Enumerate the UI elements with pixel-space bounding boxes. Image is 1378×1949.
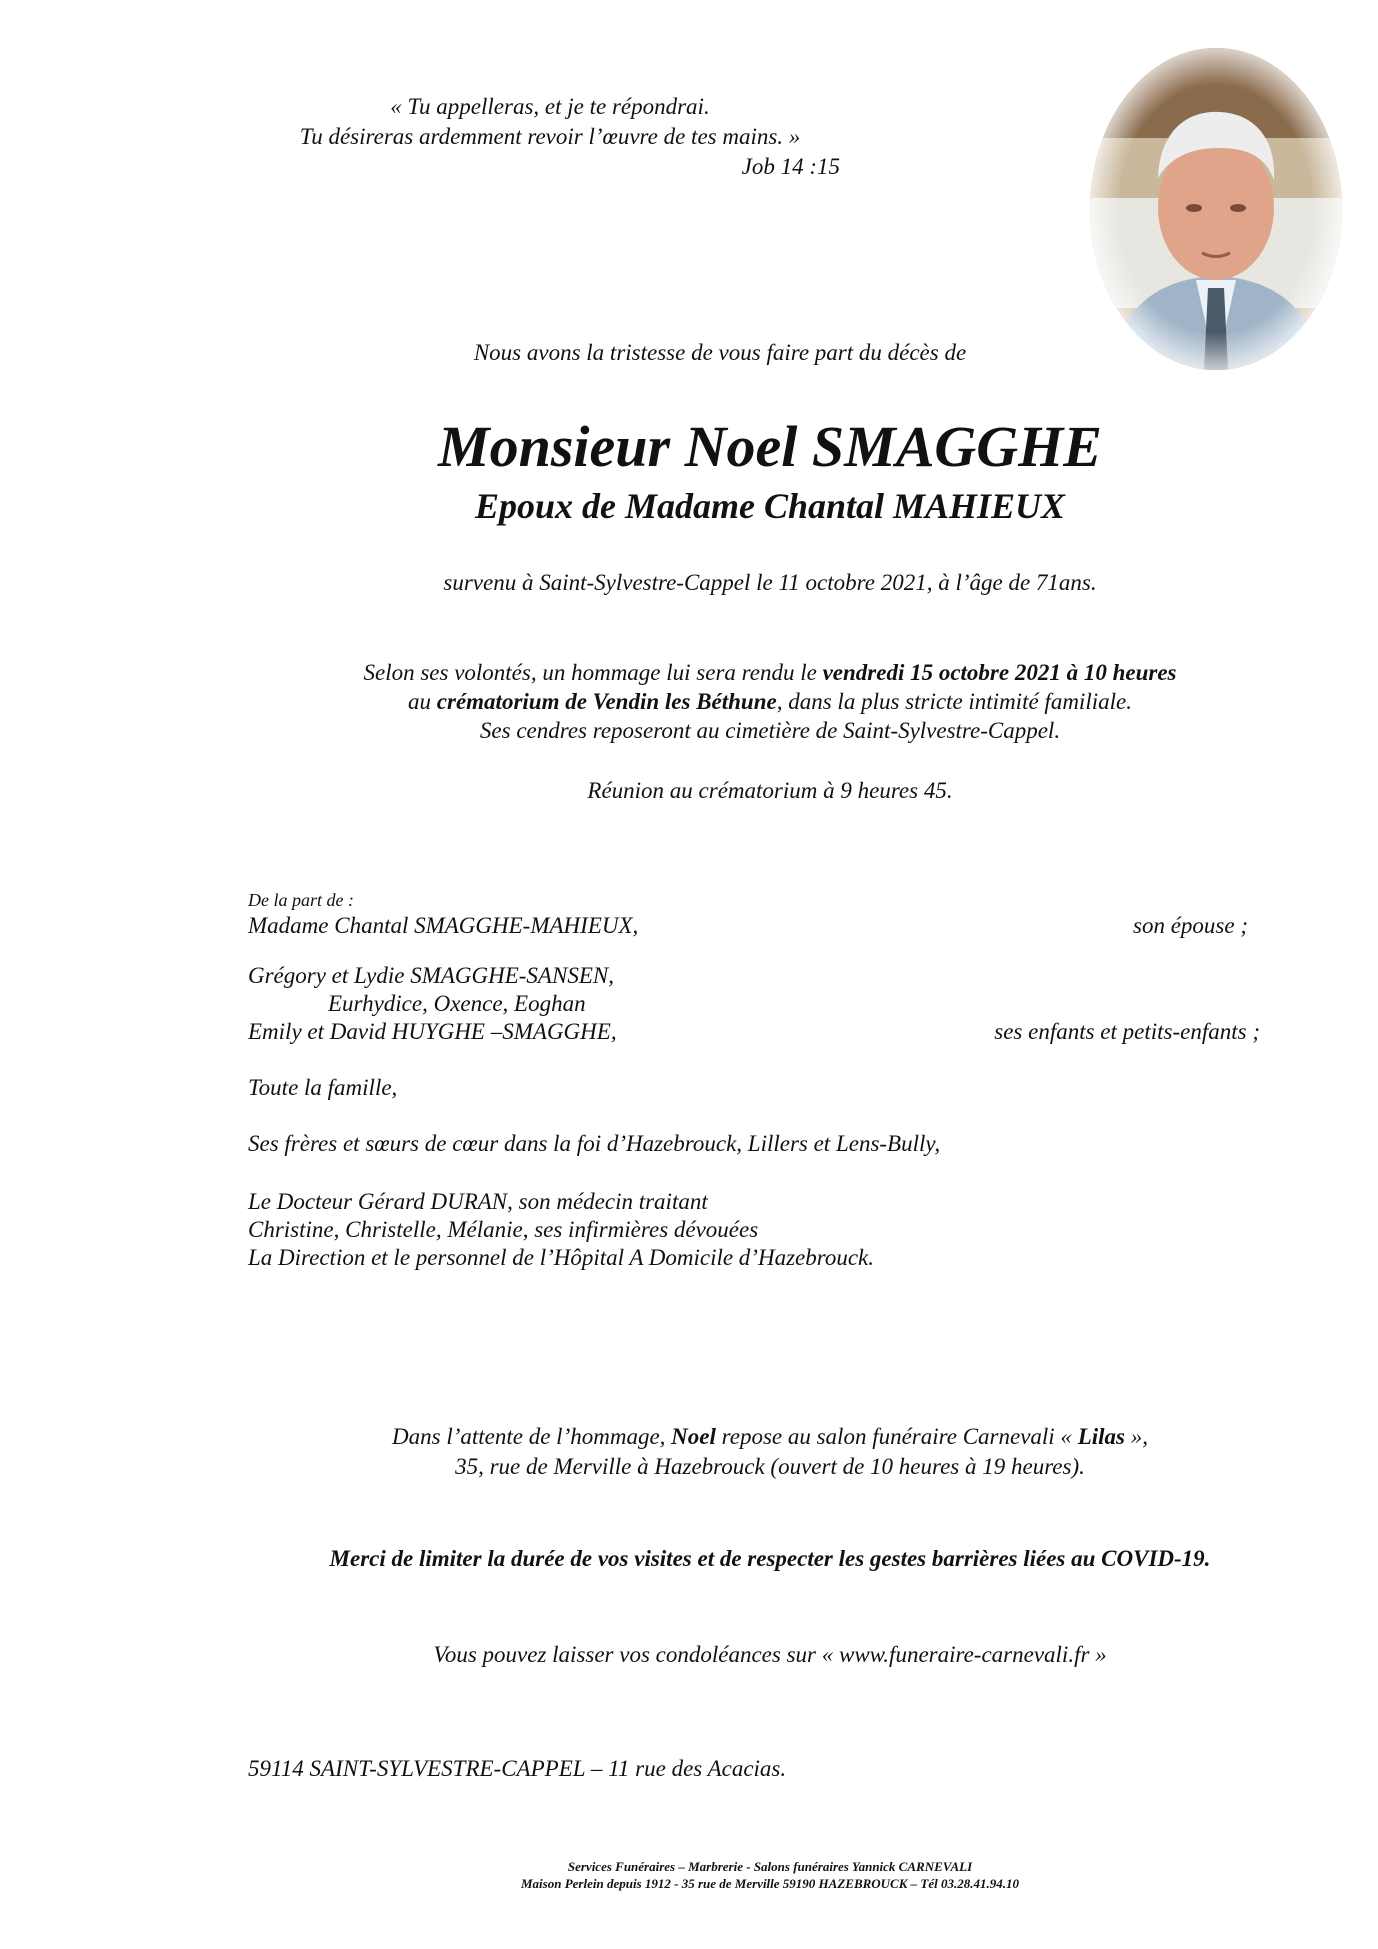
all-family: Toute la famille,: [248, 1075, 398, 1100]
stay-name: Noel: [671, 1424, 716, 1449]
covid-notice: Merci de limiter la durée de vos visites et de respecter les gestes barrières liées au COVID-19.: [329, 1546, 1211, 1571]
stay-line-1: [260, 1422, 1280, 1452]
deceased-spouse: Epoux de Madame Chantal MAHIEUX: [474, 486, 1066, 526]
ceremony-line-3: Ses cendres reposeront au cimetière de Saint-Sylvestre-Cappel.: [479, 718, 1061, 743]
salon-name: Lilas: [1077, 1424, 1125, 1449]
family-children-row: [248, 1018, 1260, 1046]
family-header: De la part de :: [248, 890, 354, 910]
doctor: Le Docteur Gérard DURAN, son médecin traitant: [248, 1189, 708, 1214]
stay-text: »,: [1124, 1424, 1148, 1449]
portrait-image: [1090, 48, 1342, 370]
death-details: survenu à Saint-Sylvestre-Cappel le 11 octobre 2021, à l’âge de 71ans.: [443, 570, 1097, 595]
ceremony-text: au: [408, 689, 437, 714]
children-relation: ses enfants et petits-enfants ;: [994, 1019, 1260, 1044]
quote-line-2: Tu désireras ardemment revoir l’œuvre de tes mains. »: [299, 124, 801, 149]
deceased-name: Monsieur Noel SMAGGHE: [438, 414, 1102, 479]
nurses: Christine, Christelle, Mélanie, ses infirmières dévouées: [248, 1217, 759, 1242]
stay-text: repose au salon funéraire Carnevali «: [715, 1424, 1078, 1449]
ceremony-date: vendredi 15 octobre 2021 à 10 heures: [822, 660, 1177, 685]
spouse-name: Madame Chantal SMAGGHE-MAHIEUX,: [248, 913, 639, 938]
announcement-intro: Nous avons la tristesse de vous faire part du décès de: [473, 340, 967, 365]
quote-reference: Job 14 :15: [741, 154, 840, 179]
ceremony-details: [260, 658, 1280, 745]
ceremony-text: Selon ses volontés, un hommage lui sera rendu le: [363, 660, 823, 685]
footer: [300, 1858, 1240, 1892]
siblings: Ses frères et sœurs de cœur dans la foi d’Hazebrouck, Lillers et Lens-Bully,: [248, 1131, 941, 1156]
reunion-info: Réunion au crématorium à 9 heures 45.: [587, 778, 953, 803]
funeral-home-info: [260, 1422, 1280, 1482]
stay-text: Dans l’attente de l’hommage,: [392, 1424, 672, 1449]
stay-line-2: 35, rue de Merville à Hazebrouck (ouvert de 10 heures à 19 heures).: [455, 1454, 1085, 1479]
condolences-info: Vous pouvez laisser vos condoléances sur « www.funeraire-carnevali.fr »: [433, 1642, 1107, 1667]
child-1: Grégory et Lydie SMAGGHE-SANSEN,: [248, 963, 614, 988]
ceremony-text: , dans la plus stricte intimité familiale.: [776, 689, 1132, 714]
family-address: 59114 SAINT-SYLVESTRE-CAPPEL – 11 rue des Acacias.: [248, 1756, 787, 1781]
footer-line-1: Services Funéraires – Marbrerie - Salons funéraires Yannick CARNEVALI: [567, 1859, 973, 1874]
family-spouse-row: [248, 912, 1248, 940]
child-2: Emily et David HUYGHE –SMAGGHE,: [248, 1019, 617, 1044]
bible-quote: [250, 92, 850, 182]
quote-line-1: « Tu appelleras, et je te répondrai.: [390, 94, 710, 119]
grandchildren: Eurhydice, Oxence, Eoghan: [328, 991, 586, 1016]
portrait-photo: [1090, 48, 1342, 370]
hospital: La Direction et le personnel de l’Hôpital A Domicile d’Hazebrouck.: [248, 1245, 874, 1270]
footer-line-2: Maison Perlein depuis 1912 - 35 rue de Merville 59190 HAZEBROUCK – Tél 03.28.41.94.10: [521, 1876, 1019, 1891]
ceremony-line-1: [260, 658, 1280, 687]
ceremony-line-2: [260, 687, 1280, 716]
spouse-relation: son épouse ;: [1133, 913, 1248, 938]
ceremony-place: crématorium de Vendin les Béthune: [436, 689, 777, 714]
